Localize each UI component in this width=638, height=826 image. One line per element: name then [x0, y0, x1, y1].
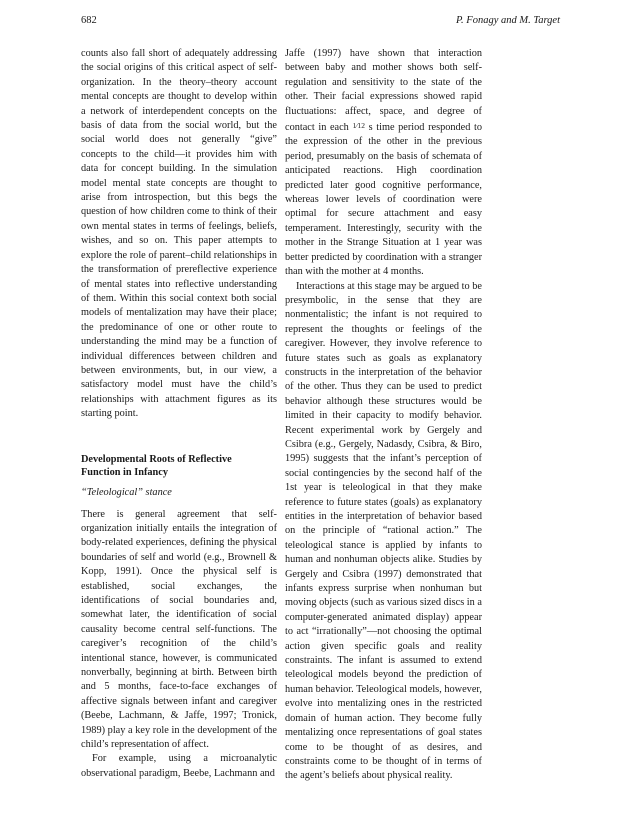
left-column: [81, 47, 277, 781]
right-paragraph-1: [285, 47, 482, 280]
right-paragraph-1-end: s time period responded to the expression of the other in the previous period, presumably on the basis of schemata of anticipated reactions. High coordination predicted later good cognitive performance, whereas lower levels of coordination were optimal for secure attachment and easy temperament. Interestingly, security with the mother in the Strange Situation at 1 year was better predicted by coordination with a stranger than with the mother at 4 months.: [285, 122, 483, 278]
left-paragraph-3: For example, using a microanalytic observational paradigm, Beebe, Lachmann and: [81, 753, 277, 779]
left-paragraph-2: There is general agreement that self-organization initially entails the integration of body-related experiences, defining the physical boundaries of self and world (e.g., Brownell & Kopp, 1991). Once the physical self is established, social exchanges, the identifications of social boundaries and, somewhat later, the identification of social causality become central self-functions. The caregiver’s recognition of the child’s intentional stance, however, is communicated nonverbally, beginning at birth. Between birth and 5 months, face-to-face exchanges of affective signals between infant and caregiver (Beebe, Lachmann, & Jaffe, 1997; Tronick, 1989) play a key role in the development of the child’s representation of affect.: [81, 508, 277, 751]
right-column: [285, 47, 482, 784]
page-number: 682: [81, 15, 97, 26]
right-paragraph-1-start: Jaffe (1997) have shown that interaction between baby and mother shows both self-regulation and sensitivity to the state of the other. Their facial expressions showed rapid fluctuations: affect, space, and degree of contact in each: [285, 48, 482, 134]
section-spacer: [81, 422, 277, 453]
subheading: “Teleological” stance: [81, 486, 172, 498]
right-paragraph-2: Interactions at this stage may be argued to be presymbolic, in the sense that they are nonmentalistic; the infant is not required to represent the thoughts or feelings of the caregiver. However, they involve reference to future states such as goals as explanatory constructs in the interpretation of the behavior of the other. Thus they can be used to predict behavior although these structures would be limited in their capacity to modify behavior. Recent experimental work by Gergely and Csibra (e.g., Gergely, Nadasdy, Csibra, & Biro, 1995) suggests that the infant’s perception of social contingencies by the second half of the 1st year is teleological in that they make reference to future states (goals) as explanatory entities in the interpretation of behavior based on the principle of “rational action.” The teleological stance is applied by infants to human and nonhuman objects alike. Studies by Gergely and Csibra (1997) demonstrated that infants express surprise when nonhuman but moving objects (such as various sized discs in a computer-generated animated display) appear to act “irrationally”—not choosing the optimal action given specific goals and reality constraints. The infant is assumed to extend teleological models beyond the prediction of human behavior. Teleological models, however, evolve into mentalizing ones in the restricted domain of human action. They become fully mentalizing once representations of goal states come to be thought of as desires, and constraints come to be thought of in terms of the agent’s beliefs about physical reality.: [285, 280, 482, 782]
section-heading: [81, 453, 277, 480]
running-header-authors: P. Fonagy and M. Target: [455, 15, 560, 26]
section-heading-line-1: Developmental Roots of Reflective: [81, 453, 232, 465]
section-heading-line-2: Function in Infancy: [81, 467, 168, 479]
para-spacer: [81, 500, 277, 508]
fraction-one-twelfth: 1⁄12: [352, 121, 365, 131]
left-paragraph-1: counts also fall short of adequately addressing the social origins of this critical aspect of self-organization. In the theory–theory account mental concepts are thought to develop within a network of interdependent concepts on the basis of data from the social world, but the social world does not generally “give” concepts to the child—it provides him with data for concept building. In the simulation model mental state concepts are thought to arise from introspection, but this begs the question of how children come to think of their own mental states in terms of feelings, beliefs, wishes, and so on. This paper attempts to explore the role of parent–child relationships in the transformation of prereflective experience of mental states into reflective understanding of them. Within this social context both social models of mentalization may have their place; the predominance of one or other route to understanding the mind may be a function of individual differences between children and between environments, but, in our view, a satisfactory model must have the child’s relationships with attachment figures as its starting point.: [81, 48, 277, 420]
